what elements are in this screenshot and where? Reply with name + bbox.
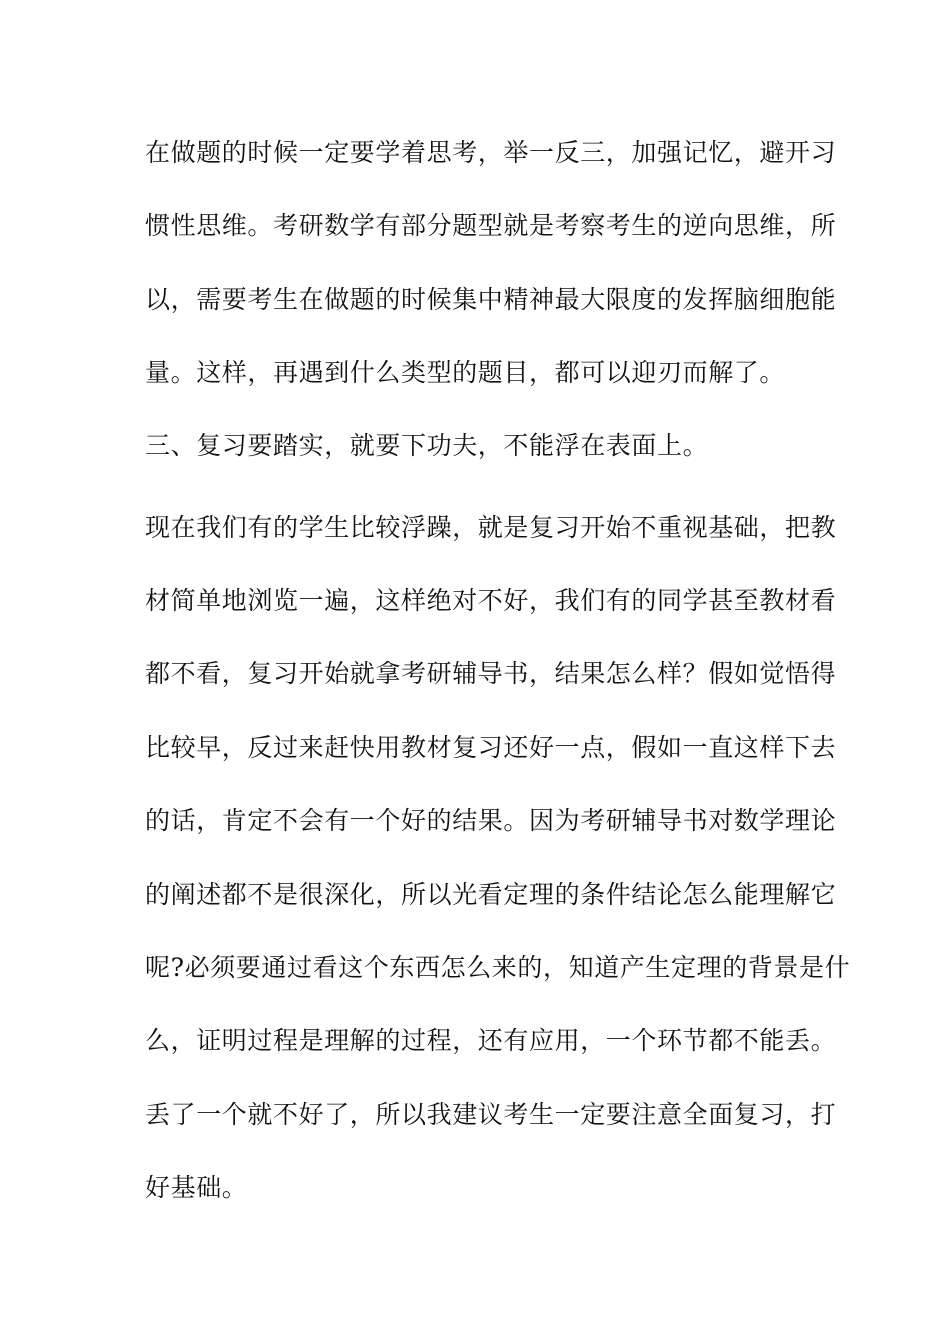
text-line: 在做题的时候一定要学着思考，举一反三，加强记忆，避开习: [145, 138, 837, 167]
section-heading: 三、复习要踏实，就要下功夫，不能浮在表面上。: [145, 431, 709, 460]
text-line: 惯性思维。考研数学有部分题型就是考察考生的逆向思维，所: [145, 211, 837, 240]
text-line: 丢了一个就不好了，所以我建议考生一定要注意全面复习，打: [145, 1100, 837, 1129]
text-line: 材简单地浏览一遍，这样绝对不好，我们有的同学甚至教材看: [145, 586, 837, 615]
text-line: 的话，肯定不会有一个好的结果。因为考研辅导书对数学理论: [145, 806, 837, 835]
text-line: 都不看，复习开始就拿考研辅导书，结果怎么样？假如觉悟得: [145, 659, 837, 688]
text-line: 么，证明过程是理解的过程，还有应用，一个环节都不能丢。: [145, 1026, 837, 1055]
text-line: 比较早，反过来赶快用教材复习还好一点，假如一直这样下去: [145, 733, 837, 762]
text-line: 好基础。: [145, 1173, 248, 1202]
text-line: 呢?必须要通过看这个东西怎么来的，知道产生定理的背景是什: [145, 953, 851, 982]
text-line: 现在我们有的学生比较浮躁，就是复习开始不重视基础，把教: [145, 513, 837, 542]
text-line: 以，需要考生在做题的时候集中精神最大限度的发挥脑细胞能: [145, 285, 837, 314]
text-line: 量。这样，再遇到什么类型的题目，都可以迎刃而解了。: [145, 358, 786, 387]
text-line: 的阐述都不是很深化，所以光看定理的条件结论怎么能理解它: [145, 880, 837, 909]
